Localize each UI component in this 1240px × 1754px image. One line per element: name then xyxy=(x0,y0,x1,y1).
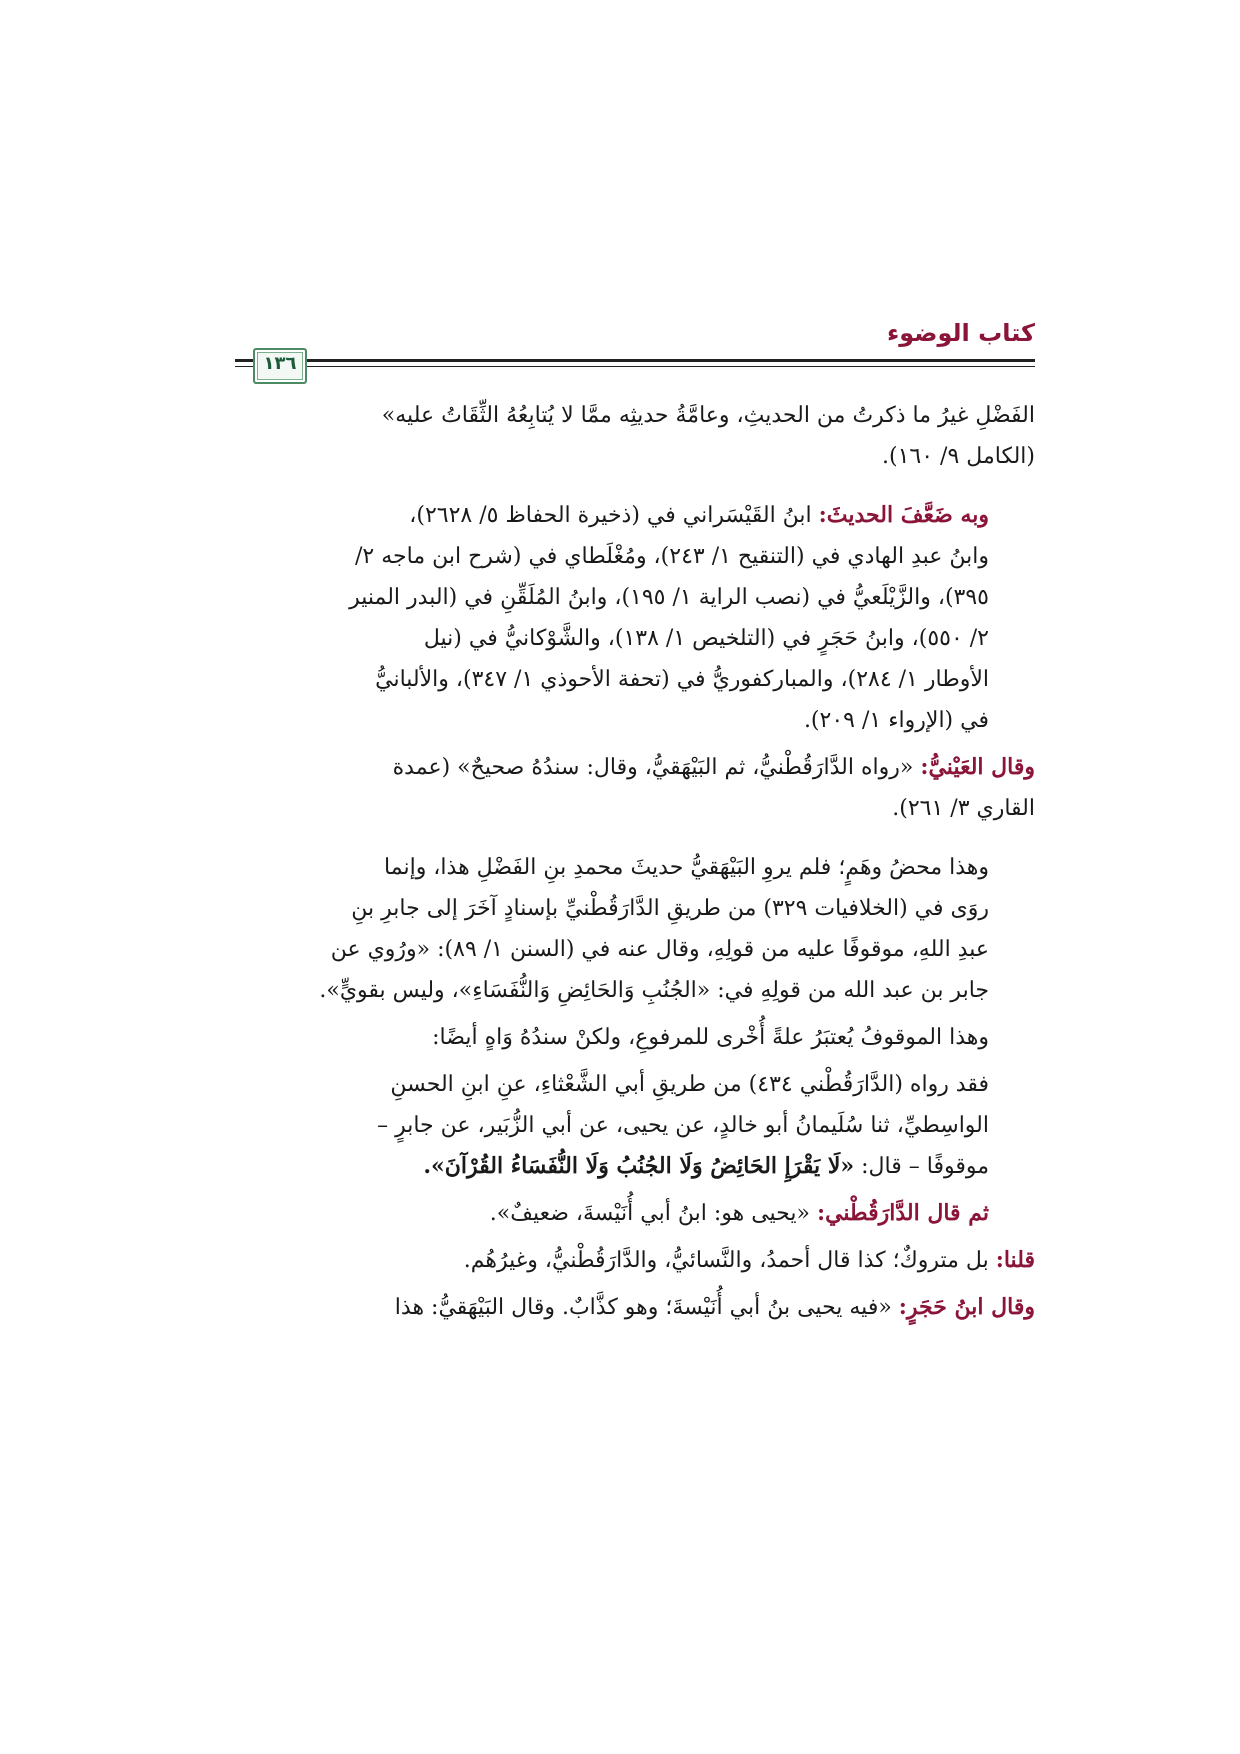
text-line: جابر بن عبد الله من قولِهِ في: «الجُنُبِ وَالحَائِضِ وَالنُّفَسَاءِ»، وليس بقويٍّ». xyxy=(319,978,989,1003)
page-content xyxy=(235,395,1035,1328)
paragraph-lead: قلنا: xyxy=(995,1247,1035,1273)
text-line: «رواه الدَّارَقُطْنيُّ، ثم البَيْهَقيُّ، وقال: سندُهُ صحيحٌ» (عمدة xyxy=(392,755,914,780)
hadith-quote: «لَا يَقْرَإِ الحَائِضُ وَلَا الجُنُبُ وَلَا النُّفَسَاءُ القُرْآنَ». xyxy=(423,1153,855,1179)
text-line: موقوفًا – قال: xyxy=(854,1154,989,1179)
paragraph xyxy=(235,395,1035,477)
text-line: (الكامل ٩/ ١٦٠). xyxy=(882,444,1035,469)
page-number: ١٣٦ xyxy=(263,353,297,374)
header-rule-thick xyxy=(295,359,1035,362)
text-line: ابنُ القَيْسَراني في (ذخيرة الحفاظ ٥/ ٢٦٢٨)، xyxy=(409,503,812,528)
paragraph xyxy=(235,495,1035,741)
paragraph xyxy=(235,1017,1035,1058)
header-rule-thin xyxy=(295,366,1035,367)
page-number-badge xyxy=(253,348,307,384)
text-line: الأوطار ١/ ٢٨٤)، والمباركفوريُّ في (تحفة الأحوذي ١/ ٣٤٧)، والألبانيُّ xyxy=(375,667,989,692)
text-line: فقد رواه (الدَّارَقُطْني ٤٣٤) من طريقِ أبي الشَّعْثاءِ، عنِ ابنِ الحسنِ xyxy=(390,1072,989,1097)
page-header xyxy=(235,318,1035,388)
text-line: وابنُ عبدِ الهادي في (التنقيح ١/ ٢٤٣)، ومُغْلَطاي في (شرح ابن ماجه ٢/ xyxy=(355,544,989,569)
text-line: «يحيى هو: ابنُ أبي أُنَيْسةَ، ضعيفٌ». xyxy=(489,1201,810,1226)
paragraph xyxy=(235,1064,1035,1187)
paragraph xyxy=(235,847,1035,1011)
header-rule-left-thick xyxy=(235,359,255,362)
paragraph xyxy=(235,1193,1035,1234)
book-title: كتاب الوضوء xyxy=(886,319,1035,347)
text-line: الفَضْلِ غيرُ ما ذكرتُ من الحديثِ، وعامَّةُ حديثِه ممَّا لا يُتابِعُهُ الثِّقَاتُ عليه» xyxy=(381,403,1035,428)
header-rule-left-thin xyxy=(235,366,255,367)
text-line: بل متروكٌ؛ كذا قال أحمدُ، والنَّسائيُّ، والدَّارَقُطْنيُّ، وغيرُهُم. xyxy=(463,1248,989,1273)
paragraph-lead: ثم قال الدَّارَقُطْني: xyxy=(816,1200,989,1226)
text-line: وهذا محضُ وهَمٍ؛ فلم يروِ البَيْهَقيُّ حديثَ محمدِ بنِ الفَضْلِ هذا، وإنما xyxy=(384,855,989,880)
paragraph xyxy=(235,747,1035,829)
paragraph-lead: وبه ضَعَّفَ الحديثَ: xyxy=(818,502,989,528)
paragraph xyxy=(235,1240,1035,1281)
text-line: في (الإرواء ١/ ٢٠٩). xyxy=(803,708,989,733)
paragraph-lead: وقال العَيْنيُّ: xyxy=(920,754,1035,780)
text-line: ٣٩٥)، والزَّيْلَعيُّ في (نصب الراية ١/ ١٩٥)، وابنُ المُلَقِّنِ في (البدر المنير xyxy=(349,585,989,610)
text-line: عبدِ اللهِ، موقوفًا عليه من قولِهِ، وقال عنه في (السنن ١/ ٨٩): «ورُوي عن xyxy=(330,937,989,962)
text-line: القاري ٣/ ٢٦١). xyxy=(892,796,1035,821)
text-line: «فيه يحيى بنُ أبي أُنَيْسةَ؛ وهو كذَّابٌ. وقال البَيْهَقيُّ: هذا xyxy=(394,1295,892,1320)
text-line: روَى في (الخلافيات ٣٢٩) من طريقِ الدَّارَقُطْنيِّ بإسنادٍ آخَرَ إلى جابرِ بنِ xyxy=(351,896,989,921)
paragraph xyxy=(235,1287,1035,1328)
paragraph-lead: وقال ابنُ حَجَرٍ: xyxy=(898,1294,1035,1320)
text-line: وهذا الموقوفُ يُعتبَرُ علةً أُخْرى للمرفوعِ، ولكنْ سندُهُ وَاهٍ أيضًا: xyxy=(432,1025,989,1050)
text-line: ٢/ ٥٥٠)، وابنُ حَجَرٍ في (التلخيص ١/ ١٣٨)، والشَّوْكانيُّ في (نيل xyxy=(423,626,989,651)
text-line: الواسِطيِّ، ثنا سُلَيمانُ أبو خالدٍ، عن يحيى، عن أبي الزُّبَير، عن جابرٍ – xyxy=(377,1113,989,1138)
